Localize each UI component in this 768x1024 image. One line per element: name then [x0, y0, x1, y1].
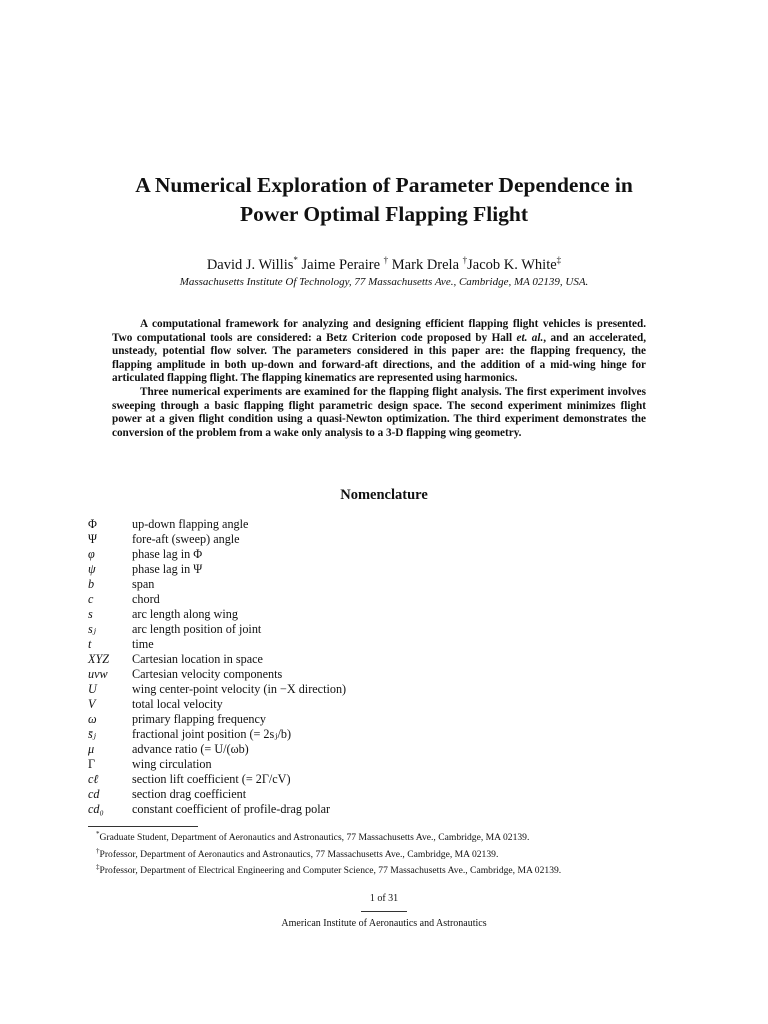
nomenclature-description: total local velocity: [132, 697, 223, 711]
footnotes: [96, 828, 716, 878]
nomenclature-symbol: sⱼ: [88, 622, 96, 636]
author-name: Jacob K. White: [467, 256, 557, 273]
nomenclature-row: [88, 592, 648, 607]
page-number-rule: [361, 911, 407, 912]
nomenclature-row: [88, 532, 648, 547]
nomenclature-row: [88, 787, 648, 802]
paper-title: [60, 171, 708, 229]
author-list: [60, 250, 708, 275]
nomenclature-row: [88, 562, 648, 577]
author-name: David J. Willis: [206, 256, 294, 273]
nomenclature-symbol: ψ: [88, 562, 96, 576]
nomenclature-symbol: uvw: [88, 667, 108, 681]
author-name: Jaime Peraire: [301, 256, 381, 273]
author-mark: †: [462, 255, 468, 265]
footnote-rule: [88, 826, 198, 827]
footnote-text: Graduate Student, Department of Aeronautics and Astronautics, 77 Massachusetts Ave., Cambridge, MA 02139.: [99, 832, 530, 844]
nomenclature-description: Cartesian velocity components: [132, 667, 283, 681]
footnote-text: Professor, Department of Aeronautics and Astronautics, 77 Massachusetts Ave., Cambridge, MA 02139.: [99, 848, 499, 860]
footnote-mark: ‡: [96, 863, 100, 872]
nomenclature-symbol: U: [88, 682, 97, 696]
footnote-mark: †: [96, 846, 100, 855]
nomenclature-description: section drag coefficient: [132, 787, 247, 801]
nomenclature-description: arc length position of joint: [132, 622, 262, 636]
nomenclature-row: [88, 667, 648, 682]
nomenclature-row: [88, 622, 648, 637]
nomenclature-symbol: XYZ: [88, 652, 110, 666]
footnote: [96, 828, 716, 845]
nomenclature-symbol: ω: [88, 712, 97, 726]
nomenclature-description: fore-aft (sweep) angle: [132, 532, 240, 546]
abstract-paragraph: Three numerical experiments are examined for the flapping flight analysis. The first experiment involves sweeping through a basic flapping flight parametric design space. The second experiment minimizes flight power at a given flight condition using a quasi-Newton optimization. The third experiment demonstrates the conversion of the problem from a wake only analysis to a 3-D flapping wing geometry.: [112, 385, 646, 439]
nomenclature-symbol: cd: [88, 787, 100, 801]
nomenclature-description: fractional joint position (= 2sⱼ/b): [132, 727, 292, 741]
nomenclature-row: [88, 712, 648, 727]
nomenclature-description: wing center-point velocity (in −X direction): [132, 682, 347, 696]
abstract-paragraph: [112, 318, 646, 386]
nomenclature-description: up-down flapping angle: [132, 517, 249, 531]
nomenclature-symbol: b: [88, 577, 95, 591]
nomenclature-description: Cartesian location in space: [132, 652, 263, 666]
nomenclature-row: [88, 577, 648, 592]
title-line-1: A Numerical Exploration of Parameter Dependence in: [135, 173, 633, 197]
nomenclature-symbol: cd₀: [88, 802, 104, 816]
nomenclature-row: [88, 697, 648, 712]
nomenclature-symbol: μ: [88, 742, 95, 756]
nomenclature-row: [88, 547, 648, 562]
author-mark: ‡: [556, 255, 562, 265]
nomenclature-row: [88, 637, 648, 652]
nomenclature-description: span: [132, 577, 155, 591]
abstract-etal: et. al.: [516, 331, 544, 344]
journal-name: American Institute of Aeronautics and Astronautics: [281, 918, 487, 929]
nomenclature-row: [88, 757, 648, 772]
nomenclature-row: [88, 652, 648, 667]
nomenclature-list: [88, 517, 648, 817]
nomenclature-description: phase lag in Ψ: [132, 562, 203, 576]
nomenclature-row: [88, 772, 648, 787]
nomenclature-heading: Nomenclature: [340, 487, 428, 503]
nomenclature-symbol: Ψ: [88, 532, 97, 546]
abstract-text: A computational framework for analyzing and designing efficient flapping flight vehicles is presented. Two computational tools are considered: a Betz Criterion code proposed by Hall: [112, 318, 646, 344]
nomenclature-description: chord: [132, 592, 160, 606]
footnote-text: Professor, Department of Electrical Engineering and Computer Science, 77 Massachusetts Ave., Cambridge, MA 02139.: [99, 865, 562, 877]
affiliation: Massachusetts Institute Of Technology, 77 Massachusetts Ave., Cambridge, MA 02139, USA.: [179, 276, 589, 288]
abstract: [112, 318, 646, 440]
abstract-text: , and an accelerated, unsteady, potential flow solver. The parameters considered in this paper are: the flapping frequency, the flapping amplitude in both up-down and forward-aft directions, and the addition of a mid-wing hinge for articulated flapping flight. The flapping kinematics are represented using harmonics.: [112, 331, 646, 385]
page-number: 1 of 31: [369, 893, 399, 904]
author-mark: †: [383, 255, 389, 265]
nomenclature-row: [88, 682, 648, 697]
nomenclature-symbol: s: [88, 607, 93, 621]
nomenclature-symbol: s̄ⱼ: [88, 727, 96, 741]
nomenclature-row: [88, 742, 648, 757]
title-line-2: Power Optimal Flapping Flight: [239, 202, 529, 226]
footnote-mark: *: [96, 830, 100, 838]
nomenclature-symbol: φ: [88, 547, 95, 561]
nomenclature-symbol: c: [88, 592, 94, 606]
nomenclature-row: [88, 517, 648, 532]
author-name: Mark Drela: [391, 256, 460, 273]
nomenclature-row: [88, 802, 648, 817]
nomenclature-description: wing circulation: [132, 757, 212, 771]
nomenclature-symbol: cℓ: [88, 772, 99, 786]
nomenclature-description: constant coefficient of profile-drag polar: [132, 802, 331, 816]
nomenclature-row: [88, 727, 648, 742]
nomenclature-description: section lift coefficient (= 2Γ/cV): [132, 772, 291, 786]
footnote: [96, 845, 716, 862]
nomenclature-description: advance ratio (= U/(ωb): [132, 742, 249, 756]
nomenclature-description: time: [132, 637, 154, 651]
nomenclature-description: primary flapping frequency: [132, 712, 267, 726]
author-mark: *: [293, 255, 298, 265]
nomenclature-symbol: t: [88, 637, 92, 651]
nomenclature-symbol: Φ: [88, 517, 97, 531]
nomenclature-symbol: V: [88, 697, 96, 711]
nomenclature-description: phase lag in Φ: [132, 547, 203, 561]
nomenclature-description: arc length along wing: [132, 607, 238, 621]
nomenclature-row: [88, 607, 648, 622]
nomenclature-symbol: Γ: [88, 757, 96, 771]
footnote: [96, 861, 716, 878]
